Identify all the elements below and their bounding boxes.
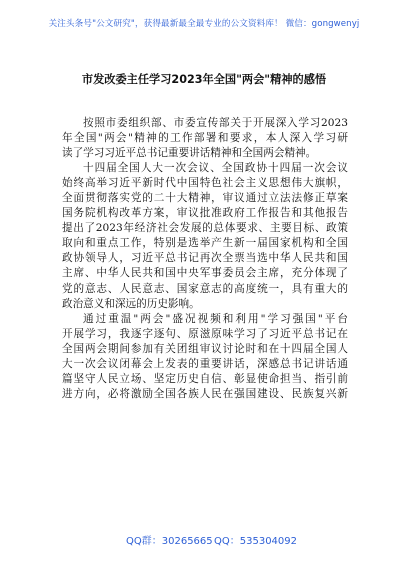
body-line: 政协领导人，习近平总书记再次全票当选中华人民共和国 — [62, 252, 348, 265]
body-line: 始终高举习近平新时代中国特色社会主义思想伟大旗帜， — [62, 177, 348, 190]
body-line: 按照市委组织部、市委宣传部关于开展深入学习2023 — [83, 117, 348, 129]
body-line: 进方向，必将激励全国各族人民在强国建设、民族复兴新 — [62, 387, 348, 400]
body-line: 通过重温"两会"盛况视频和利用"学习强国"平台 — [83, 312, 348, 325]
body-line: 提出了2023年经济社会发展的总体要求、主要目标、政策 — [62, 222, 348, 235]
document-body — [62, 116, 348, 402]
document-title: 市发改委主任学习2023年全国"两会"精神的感悟 — [81, 73, 327, 86]
body-line: 政治意义和深远的历史影响。 — [62, 297, 200, 310]
body-line: 年全国"两会"精神的工作部署和要求，本人深入学习研 — [62, 132, 348, 145]
footer-qq-group: QQ群：30265665 — [126, 536, 213, 547]
body-line: 大一次会议闭幕会上发表的重要讲话，深感总书记讲话通 — [62, 357, 348, 370]
body-line: 读了学习习近平总书记重要讲话精神和全国两会精神。 — [62, 147, 317, 160]
body-line: 党的意志、人民意志、国家意志的高度统一，具有重大的 — [62, 282, 348, 295]
body-line: 全国两会期间参加有关团组审议讨论时和在十四届全国人 — [62, 342, 348, 355]
footer-qq-number: QQ：535304092 — [214, 536, 298, 547]
body-line: 篇坚守人民立场、坚定历史自信、彰显使命担当、指引前 — [62, 372, 348, 385]
header-promo-note: 关注头条号"公文研究"，获得最新最全最专业的公文资料库！ 微信：gongwenyj — [48, 19, 360, 29]
body-line: 取向和重点工作，特别是选举产生新一届国家机构和全国 — [62, 237, 348, 250]
body-line: 主席、中华人民共和国中央军事委员会主席，充分体现了 — [62, 267, 348, 280]
body-line: 开展学习，我逐字逐句、原滋原味学习了习近平总书记在 — [62, 327, 348, 340]
body-line: 国务院机构改革方案，审议批准政府工作报告和其他报告 — [62, 207, 348, 220]
body-line: 十四届全国人大一次会议、全国政协十四届一次会议 — [83, 162, 348, 175]
body-line: 全面贯彻落实党的二十大精神，审议通过立法法修正草案 — [62, 192, 348, 205]
